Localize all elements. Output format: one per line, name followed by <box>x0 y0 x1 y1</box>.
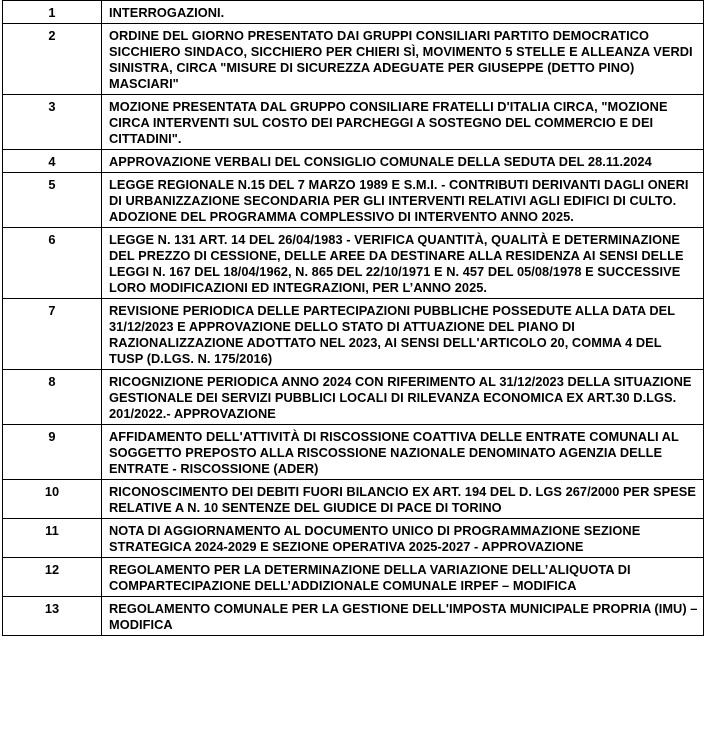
agenda-table <box>2 0 704 636</box>
item-number: 6 <box>3 228 102 299</box>
item-text: REVISIONE PERIODICA DELLE PARTECIPAZIONI PUBBLICHE POSSEDUTE ALLA DATA DEL 31/12/2023 E APPROVAZIONE DELLO STATO DI ATTUAZIONE DEL PIANO DI RAZIONALIZZAZIONE ADOTTATO NEL 2023, AI SENSI DELL'ARTICOLO 20, COMMA 4 DEL TUSP (D.LGS. N. 175/2016) <box>102 299 704 370</box>
table-row <box>3 425 704 480</box>
item-number: 10 <box>3 480 102 519</box>
item-text: NOTA DI AGGIORNAMENTO AL DOCUMENTO UNICO DI PROGRAMMAZIONE SEZIONE STRATEGICA 2024-2029 E SEZIONE OPERATIVA 2025-2027 - APPROVAZIONE <box>102 519 704 558</box>
item-text: RICONOSCIMENTO DEI DEBITI FUORI BILANCIO EX ART. 194 DEL D. LGS 267/2000 PER SPESE RELATIVE A N. 10 SENTENZE DEL GIUDICE DI PACE DI TORINO <box>102 480 704 519</box>
table-row <box>3 519 704 558</box>
table-row <box>3 228 704 299</box>
table-row <box>3 95 704 150</box>
table-row <box>3 150 704 173</box>
item-text: AFFIDAMENTO DELL'ATTIVITÀ DI RISCOSSIONE COATTIVA DELLE ENTRATE COMUNALI AL SOGGETTO PREPOSTO ALLA RISCOSSIONE NAZIONALE DENOMINATO AGENZIA DELLE ENTRATE - RISCOSSIONE (ADER) <box>102 425 704 480</box>
item-text: MOZIONE PRESENTATA DAL GRUPPO CONSILIARE FRATELLI D'ITALIA CIRCA, "MOZIONE CIRCA INTERVENTI SUL COSTO DEI PARCHEGGI A SOSTEGNO DEL COMMERCIO E DEI CITTADINI". <box>102 95 704 150</box>
item-text: LEGGE N. 131 ART. 14 DEL 26/04/1983 - VERIFICA QUANTITÀ, QUALITÀ E DETERMINAZIONE DEL PREZZO DI CESSIONE, DELLE AREE DA DESTINARE ALLA RESIDENZA AI SENSI DELLE LEGGI N. 167 DEL 18/04/1962, N. 865 DEL 22/10/1971 E N. 457 DEL 05/08/1978 E SUCCESSIVE LORO MODIFICAZIONI ED INTEGRAZIONI, PER L’ANNO 2025. <box>102 228 704 299</box>
item-number: 2 <box>3 24 102 95</box>
table-row <box>3 24 704 95</box>
item-number: 4 <box>3 150 102 173</box>
table-row <box>3 1 704 24</box>
item-number: 8 <box>3 370 102 425</box>
item-text: APPROVAZIONE VERBALI DEL CONSIGLIO COMUNALE DELLA SEDUTA DEL 28.11.2024 <box>102 150 704 173</box>
item-text: RICOGNIZIONE PERIODICA ANNO 2024 CON RIFERIMENTO AL 31/12/2023 DELLA SITUAZIONE GESTIONALE DEI SERVIZI PUBBLICI LOCALI DI RILEVANZA ECONOMICA EX ART.30 D.LGS. 201/2022.- APPROVAZIONE <box>102 370 704 425</box>
table-row <box>3 480 704 519</box>
item-number: 7 <box>3 299 102 370</box>
table-row <box>3 597 704 636</box>
item-number: 11 <box>3 519 102 558</box>
table-row <box>3 558 704 597</box>
item-text: REGOLAMENTO PER LA DETERMINAZIONE DELLA VARIAZIONE DELL’ALIQUOTA DI COMPARTECIPAZIONE DELL’ADDIZIONALE COMUNALE IRPEF – MODIFICA <box>102 558 704 597</box>
item-number: 5 <box>3 173 102 228</box>
item-number: 3 <box>3 95 102 150</box>
item-text: ORDINE DEL GIORNO PRESENTATO DAI GRUPPI CONSILIARI PARTITO DEMOCRATICO SICCHIERO SINDACO, SICCHIERO PER CHIERI SÌ, MOVIMENTO 5 STELLE E ALLEANZA VERDI SINISTRA, CIRCA "MISURE DI SICUREZZA ADEGUATE PER GIUSEPPE (DETTO PINO) MASCIARI" <box>102 24 704 95</box>
table-row <box>3 299 704 370</box>
item-text: REGOLAMENTO COMUNALE PER LA GESTIONE DELL'IMPOSTA MUNICIPALE PROPRIA (IMU) – MODIFICA <box>102 597 704 636</box>
item-text: INTERROGAZIONI. <box>102 1 704 24</box>
table-row <box>3 370 704 425</box>
item-number: 12 <box>3 558 102 597</box>
table-row <box>3 173 704 228</box>
item-number: 1 <box>3 1 102 24</box>
item-text: LEGGE REGIONALE N.15 DEL 7 MARZO 1989 E S.M.I. - CONTRIBUTI DERIVANTI DAGLI ONERI DI URBANIZZAZIONE SECONDARIA PER GLI INTERVENTI RELATIVI AGLI EDIFICI DI CULTO. ADOZIONE DEL PROGRAMMA COMPLESSIVO DI INTERVENTO ANNO 2025. <box>102 173 704 228</box>
item-number: 9 <box>3 425 102 480</box>
item-number: 13 <box>3 597 102 636</box>
